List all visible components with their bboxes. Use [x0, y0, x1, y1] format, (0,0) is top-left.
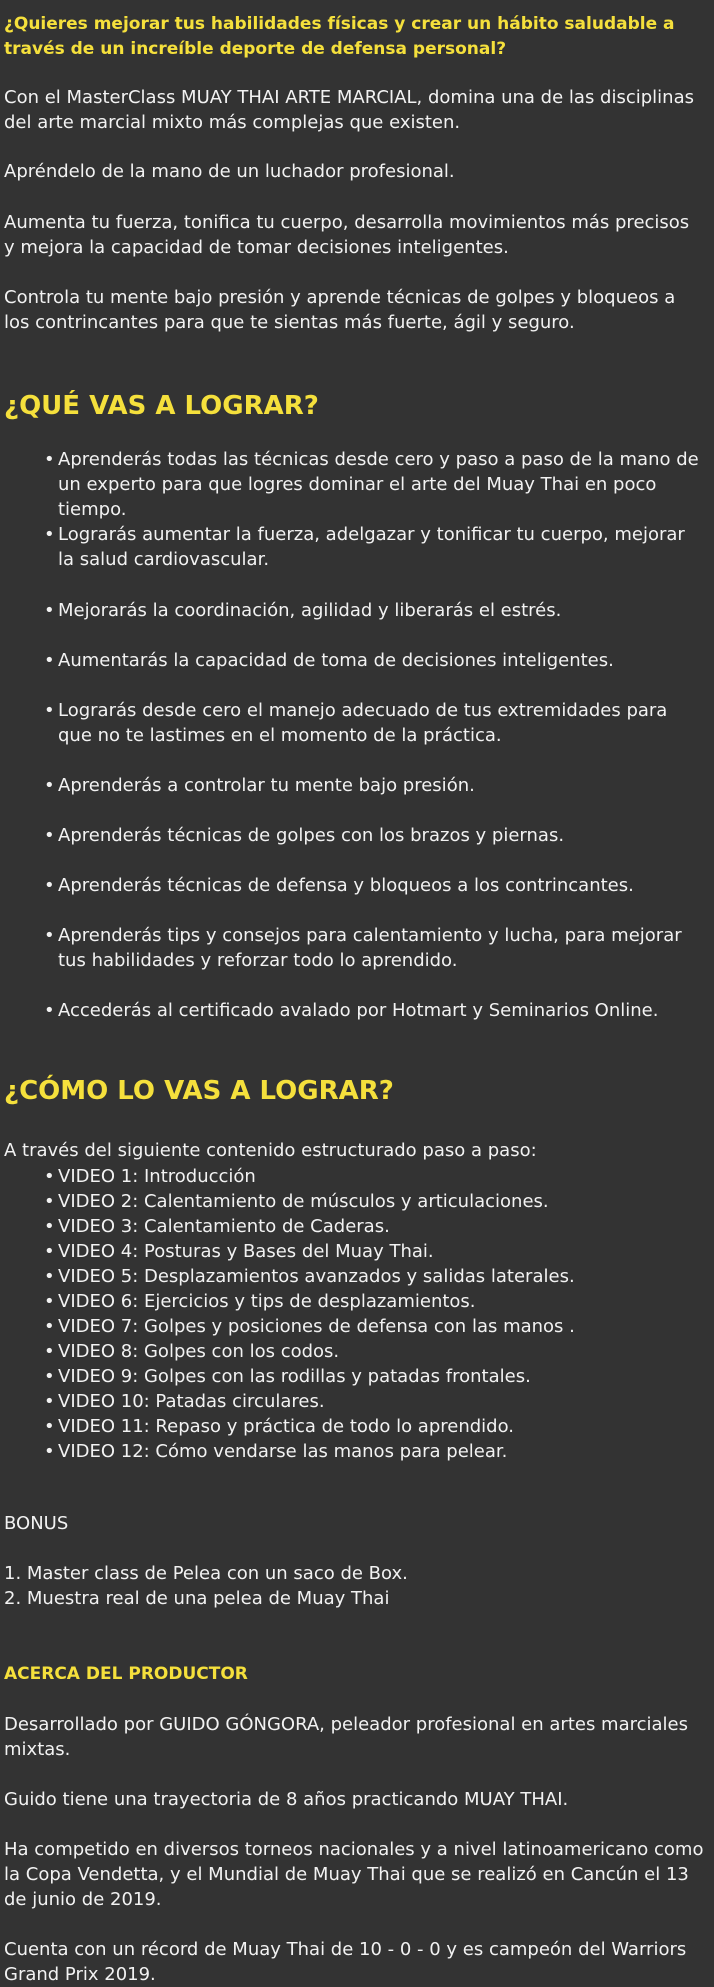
- achieve-item-text: Lograrás aumentar la fuerza, adelgazar y tonificar tu cuerpo, mejorar la salud cardiovascular.: [58, 524, 685, 570]
- achieve-list-item: [44, 823, 704, 848]
- achieve-item-text: Accederás al certificado avalado por Hotmart y Seminarios Online.: [58, 1000, 659, 1021]
- video-list-item: [44, 1164, 704, 1189]
- video-list-item: [44, 1239, 704, 1264]
- bonus-item-1: 1. Master class de Pelea con un saco de Box.: [4, 1563, 408, 1584]
- how-section-title: ¿CÓMO LO VAS A LOGRAR?: [4, 1076, 394, 1106]
- achieve-item-text: Aprenderás técnicas de defensa y bloqueos a los contrincantes.: [58, 875, 634, 896]
- achieve-item-text: Aprenderás todas las técnicas desde cero y paso a paso de la mano de un experto para que logres dominar el arte del Muay Thai en poco tiempo.: [58, 449, 699, 520]
- bullet-icon: •: [44, 524, 55, 545]
- bullet-icon: •: [44, 449, 55, 470]
- video-list-item: [44, 1364, 704, 1389]
- achieve-list-item: [44, 773, 704, 798]
- video-title: VIDEO 8: Golpes con los codos.: [58, 1341, 340, 1362]
- achieve-item-text: Aprenderás tips y consejos para calentamiento y lucha, para mejorar tus habilidades y reforzar todo lo aprendido.: [58, 925, 682, 971]
- video-title: VIDEO 10: Patadas circulares.: [58, 1391, 325, 1412]
- bullet-icon: •: [44, 1416, 55, 1437]
- intro-headline: ¿Quieres mejorar tus habilidades físicas y crear un hábito saludable a través de un increíble deporte de defensa personal?: [4, 14, 675, 59]
- achieve-list-item: [44, 923, 704, 973]
- achieve-list-item: [44, 447, 704, 522]
- producer-paragraph-4: Cuenta con un récord de Muay Thai de 10 - 0 - 0 y es campeón del Warriors Grand Prix 2019.: [4, 1939, 687, 1985]
- bullet-icon: •: [44, 600, 55, 621]
- video-title: VIDEO 1: Introducción: [58, 1166, 256, 1187]
- video-list-item: [44, 1289, 704, 1314]
- bullet-icon: •: [44, 1441, 55, 1462]
- achieve-section-title: ¿QUÉ VAS A LOGRAR?: [4, 391, 319, 421]
- achieve-list-item: [44, 522, 704, 572]
- video-list-item: [44, 1314, 704, 1339]
- video-title: VIDEO 11: Repaso y práctica de todo lo aprendido.: [58, 1416, 515, 1437]
- intro-paragraph-3: Aumenta tu fuerza, tonifica tu cuerpo, desarrolla movimientos más precisos y mejora la capacidad de tomar decisiones inteligentes.: [4, 212, 690, 258]
- intro-paragraph-1: Con el MasterClass MUAY THAI ARTE MARCIAL, domina una de las disciplinas del arte marcial mixto más complejas que existen.: [4, 87, 694, 133]
- how-intro: A través del siguiente contenido estructurado paso a paso:: [4, 1140, 537, 1161]
- achieve-list-item: [44, 873, 704, 898]
- achieve-item-text: Aprenderás técnicas de golpes con los brazos y piernas.: [58, 825, 565, 846]
- video-title: VIDEO 2: Calentamiento de músculos y articulaciones.: [58, 1191, 549, 1212]
- achieve-list-item: [44, 598, 704, 623]
- video-title: VIDEO 3: Calentamiento de Caderas.: [58, 1216, 390, 1237]
- bullet-icon: •: [44, 700, 55, 721]
- bullet-icon: •: [44, 1216, 55, 1237]
- bullet-icon: •: [44, 1241, 55, 1262]
- achieve-list-item: [44, 998, 704, 1023]
- bullet-icon: •: [44, 1266, 55, 1287]
- video-list-item: [44, 1439, 704, 1464]
- video-list-item: [44, 1414, 704, 1439]
- bullet-icon: •: [44, 1291, 55, 1312]
- bullet-icon: •: [44, 1366, 55, 1387]
- video-title: VIDEO 12: Cómo vendarse las manos para pelear.: [58, 1441, 508, 1462]
- video-list-item: [44, 1189, 704, 1214]
- video-title: VIDEO 5: Desplazamientos avanzados y salidas laterales.: [58, 1266, 575, 1287]
- achieve-item-text: Mejorarás la coordinación, agilidad y liberarás el estrés.: [58, 600, 562, 621]
- video-list-item: [44, 1339, 704, 1364]
- bullet-icon: •: [44, 1391, 55, 1412]
- achieve-item-text: Aumentarás la capacidad de toma de decisiones inteligentes.: [58, 650, 614, 671]
- bullet-icon: •: [44, 1000, 55, 1021]
- video-title: VIDEO 6: Ejercicios y tips de desplazamientos.: [58, 1291, 476, 1312]
- video-list-item: [44, 1214, 704, 1239]
- intro-paragraph-2: Apréndelo de la mano de un luchador profesional.: [4, 161, 455, 182]
- bullet-icon: •: [44, 1191, 55, 1212]
- bullet-icon: •: [44, 1341, 55, 1362]
- intro-paragraph-4: Controla tu mente bajo presión y aprende técnicas de golpes y bloqueos a los contrincantes para que te sientas más fuerte, ágil y seguro.: [4, 287, 676, 333]
- achieve-item-text: Aprenderás a controlar tu mente bajo presión.: [58, 775, 475, 796]
- video-list-item: [44, 1389, 704, 1414]
- bullet-icon: •: [44, 650, 55, 671]
- producer-paragraph-2: Guido tiene una trayectoria de 8 años practicando MUAY THAI.: [4, 1789, 569, 1810]
- bullet-icon: •: [44, 925, 55, 946]
- producer-paragraph-3: Ha competido en diversos torneos nacionales y a nivel latinoamericano como la Copa Vendetta, y el Mundial de Muay Thai que se realizó en Cancún el 13 de junio de 2019.: [4, 1839, 704, 1910]
- bullet-icon: •: [44, 875, 55, 896]
- producer-paragraph-1: Desarrollado por GUIDO GÓNGORA, peleador profesional en artes marciales mixtas.: [4, 1714, 688, 1760]
- achieve-list-item: [44, 698, 704, 748]
- video-list: [44, 1164, 704, 1464]
- achieve-list-item: [44, 648, 704, 673]
- video-title: VIDEO 4: Posturas y Bases del Muay Thai.: [58, 1241, 434, 1262]
- producer-section-title: ACERCA DEL PRODUCTOR: [4, 1664, 248, 1684]
- bullet-icon: •: [44, 1166, 55, 1187]
- bullet-icon: •: [44, 825, 55, 846]
- video-list-item: [44, 1264, 704, 1289]
- bonus-title: BONUS: [4, 1513, 69, 1534]
- achieve-item-text: Lograrás desde cero el manejo adecuado de tus extremidades para que no te lastimes en el momento de la práctica.: [58, 700, 668, 746]
- video-title: VIDEO 7: Golpes y posiciones de defensa con las manos .: [58, 1316, 575, 1337]
- bullet-icon: •: [44, 775, 55, 796]
- video-title: VIDEO 9: Golpes con las rodillas y patadas frontales.: [58, 1366, 531, 1387]
- bonus-item-2: 2. Muestra real de una pelea de Muay Thai: [4, 1588, 390, 1609]
- bullet-icon: •: [44, 1316, 55, 1337]
